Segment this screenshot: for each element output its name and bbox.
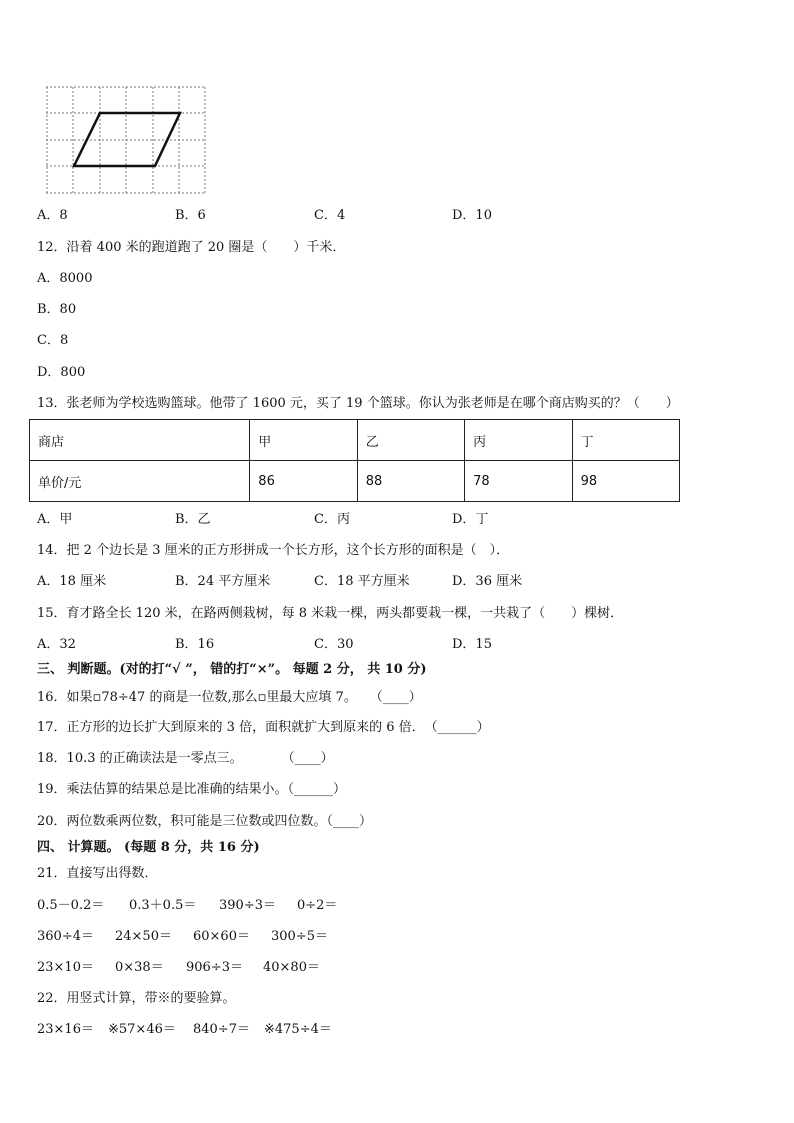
section-3-heading: 三、 判断题。(对的打“√ ”， 错的打“×”。 每题 2 分， 共 10 分) <box>37 662 427 677</box>
q21-item: 60×60＝ <box>193 929 250 944</box>
q15-option-c: C．30 <box>314 637 354 652</box>
q22-title: 22．用竖式计算，带※的要验算。 <box>37 991 236 1006</box>
q11-option-d: D．10 <box>452 208 492 223</box>
q18-question: 18．10.3 的正确读法是一零点三。 （____） <box>37 751 334 766</box>
q21-item: 0.3＋0.5＝ <box>129 898 197 913</box>
q13-question: 13．张老师为学校选购篮球。他带了 1600 元，买了 19 个篮球。你认为张老师是在哪个商店购买的？（ ） <box>37 396 679 411</box>
table-cell: 98 <box>572 461 679 502</box>
q14-option-a: A．18 厘米 <box>37 574 107 589</box>
q21-item: 360÷4＝ <box>37 929 94 944</box>
table-cell: 甲 <box>250 420 357 461</box>
table-cell: 丙 <box>465 420 572 461</box>
q15-question: 15．育才路全长 120 米，在路两侧栽树，每 8 米栽一棵，两头都要栽一棵，一共栽了（ ）棵树． <box>37 606 624 621</box>
shop-price-table <box>29 419 680 502</box>
table-cell: 单价/元 <box>30 461 250 502</box>
q21-item: 24×50＝ <box>115 929 172 944</box>
q15-option-a: A．32 <box>37 637 76 652</box>
q17-question: 17．正方形的边长扩大到原来的 3 倍，面积就扩大到原来的 6 倍． （______） <box>37 720 490 735</box>
q21-item: 390÷3＝ <box>219 898 276 913</box>
table-cell: 78 <box>465 461 572 502</box>
table-cell: 丁 <box>572 420 679 461</box>
q21-item: 300÷5＝ <box>271 929 328 944</box>
table-cell: 商店 <box>30 420 250 461</box>
q13-option-a: A．甲 <box>37 512 73 527</box>
q22-item: 840÷7＝ <box>193 1022 250 1037</box>
q15-option-b: B．16 <box>175 637 215 652</box>
table-cell: 乙 <box>357 420 464 461</box>
q22-item: 23×16＝ <box>37 1022 94 1037</box>
q19-question: 19．乘法估算的结果总是比准确的结果小。（______） <box>37 782 347 797</box>
q14-option-c: C．18 平方厘米 <box>314 574 410 589</box>
q21-item: 23×10＝ <box>37 960 94 975</box>
table-row <box>30 461 680 502</box>
q12-question: 12．沿着 400 米的跑道跑了 20 圈是（ ）千米． <box>37 240 346 255</box>
q22-item: ※475÷4＝ <box>264 1022 332 1037</box>
section-4-heading: 四、 计算题。 (每题 8 分，共 16 分) <box>37 840 260 855</box>
q21-item: 0×38＝ <box>115 960 164 975</box>
table-cell: 86 <box>250 461 357 502</box>
q15-option-d: D．15 <box>452 637 492 652</box>
q21-item: 0.5－0.2＝ <box>37 898 105 913</box>
q16-question: 16．如果▫78÷47 的商是一位数,那么▫里最大应填 7。 （____） <box>37 690 422 705</box>
q21-item: 40×80＝ <box>263 960 320 975</box>
q14-option-d: D．36 厘米 <box>452 574 523 589</box>
q11-option-c: C．4 <box>314 208 346 223</box>
q22-item: ※57×46＝ <box>108 1022 176 1037</box>
q11-option-a: A．8 <box>37 208 68 223</box>
q14-question: 14．把 2 个边长是 3 厘米的正方形拼成一个长方形，这个长方形的面积是（ ）． <box>37 543 510 558</box>
q13-option-c: C．丙 <box>314 512 350 527</box>
q21-item: 0÷2＝ <box>297 898 338 913</box>
q14-option-b: B．24 平方厘米 <box>175 574 271 589</box>
table-cell: 88 <box>357 461 464 502</box>
q21-item: 906÷3＝ <box>186 960 243 975</box>
q12-option-b: B．80 <box>37 302 77 317</box>
grid-parallelogram-figure <box>44 84 210 198</box>
q12-option-d: D．800 <box>37 365 86 380</box>
q21-title: 21．直接写出得数． <box>37 866 158 881</box>
table-header-row <box>30 420 680 461</box>
q12-option-a: A．8000 <box>37 271 93 286</box>
q13-option-b: B．乙 <box>175 512 211 527</box>
q12-option-c: C．8 <box>37 333 69 348</box>
q13-option-d: D．丁 <box>452 512 489 527</box>
q11-option-b: B．6 <box>175 208 206 223</box>
q20-question: 20．两位数乘两位数，积可能是三位数或四位数。（____） <box>37 814 373 829</box>
